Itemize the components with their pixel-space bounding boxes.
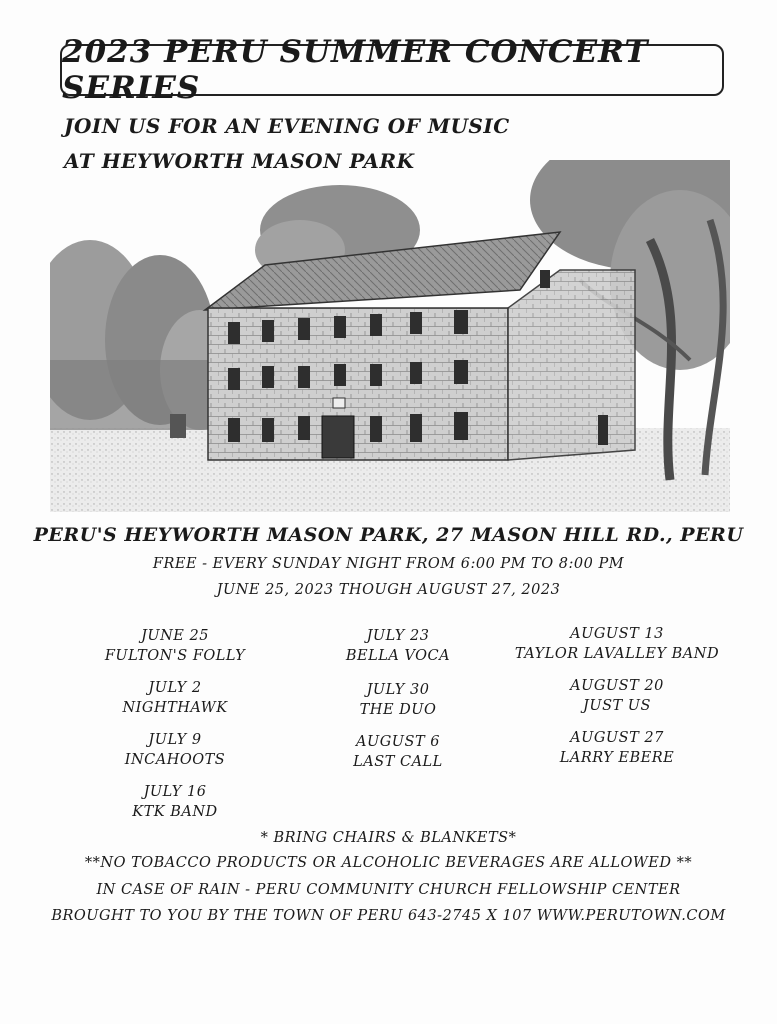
schedule-line: FREE - EVERY SUNDAY NIGHT FROM 6:00 PM TO 8:00 PM — [152, 556, 625, 572]
list-item — [497, 676, 737, 716]
list-item — [55, 782, 295, 822]
concert-date: AUGUST 27 — [570, 730, 664, 746]
subtitle-line-1: JOIN US FOR AN EVENING OF MUSIC — [64, 114, 510, 138]
poster-title: 2023 PERU SUMMER CONCERT SERIES — [62, 34, 649, 106]
band-name: TAYLOR LAVALLEY BAND — [514, 646, 720, 662]
list-item — [278, 732, 518, 772]
band-name: KTK BAND — [132, 804, 218, 820]
band-name: FULTON'S FOLLY — [104, 648, 246, 664]
concert-date: AUGUST 6 — [356, 734, 440, 750]
tobacco-note: **NO TOBACCO PRODUCTS OR ALCOHOLIC BEVERAGES ARE ALLOWED ** — [84, 855, 693, 871]
building-door — [322, 416, 354, 458]
list-item — [278, 626, 518, 666]
chairs-note: * BRING CHAIRS & BLANKETS* — [260, 830, 517, 846]
mason-building-illustration — [50, 160, 730, 512]
band-name: BELLA VOCA — [345, 648, 451, 664]
concert-date: JULY 23 — [366, 628, 430, 644]
concert-date: AUGUST 20 — [570, 678, 664, 694]
list-item — [55, 626, 295, 666]
date-range: JUNE 25, 2023 THOUGH AUGUST 27, 2023 — [216, 582, 561, 598]
subtitle-line-2: AT HEYWORTH MASON PARK — [64, 149, 415, 173]
concert-date: AUGUST 13 — [570, 626, 664, 642]
list-item — [55, 730, 295, 770]
list-item — [55, 678, 295, 718]
list-item — [278, 680, 518, 720]
concert-date: JULY 2 — [148, 680, 202, 696]
list-item — [497, 728, 737, 768]
band-name: LAST CALL — [353, 754, 443, 770]
concert-column-1 — [55, 626, 295, 834]
title-box — [60, 34, 724, 106]
band-name: JUST US — [583, 698, 651, 714]
rain-location-note: IN CASE OF RAIN - PERU COMMUNITY CHURCH FELLOWSHIP CENTER — [96, 882, 681, 898]
band-name: THE DUO — [359, 702, 437, 718]
venue-address: PERU'S HEYWORTH MASON PARK, 27 MASON HILL RD., PERU — [33, 524, 744, 546]
concert-date: JULY 16 — [143, 784, 207, 800]
small-shed — [170, 414, 186, 438]
building-side-wall — [508, 270, 635, 460]
concert-date: JULY 9 — [148, 732, 202, 748]
concert-date: JUNE 25 — [141, 628, 209, 644]
band-name: INCAHOOTS — [124, 752, 226, 768]
band-name: LARRY EBERE — [559, 750, 675, 766]
concert-column-3 — [497, 624, 737, 780]
list-item — [497, 624, 737, 664]
concert-date: JULY 30 — [366, 682, 430, 698]
sponsor-contact-line: BROUGHT TO YOU BY THE TOWN OF PERU 643-2745 X 107 WWW.PERUTOWN.COM — [51, 908, 726, 924]
band-name: NIGHTHAWK — [122, 700, 228, 716]
concert-column-2 — [278, 626, 518, 784]
